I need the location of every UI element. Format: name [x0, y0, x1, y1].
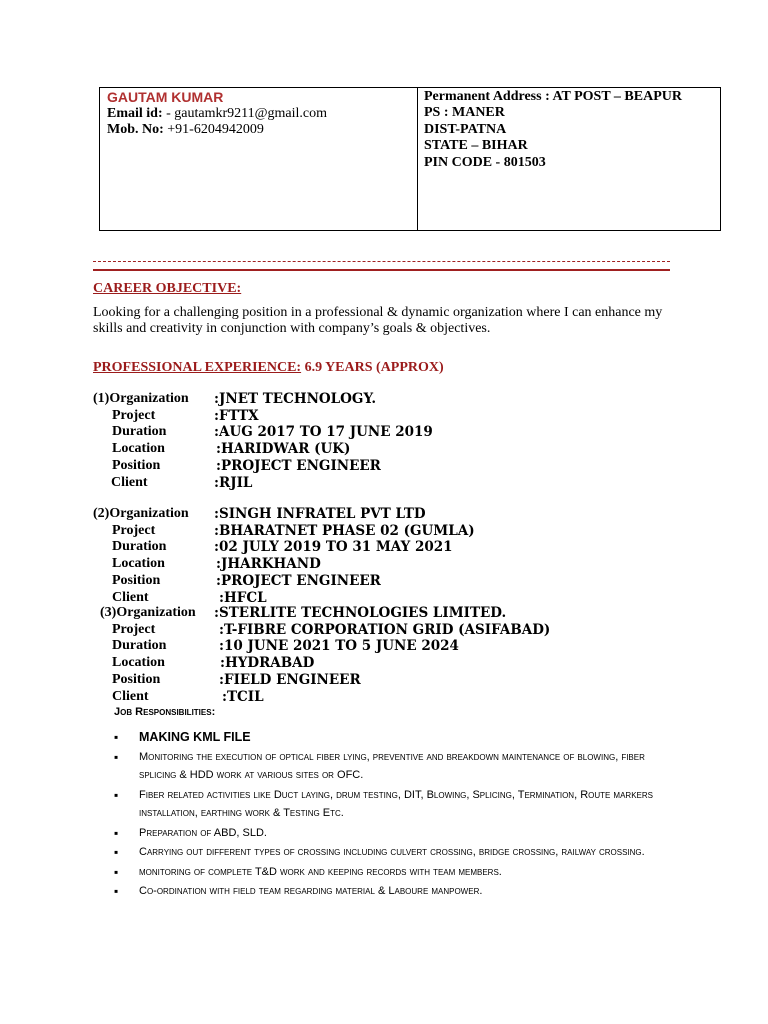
job-duration-label: Duration [112, 539, 167, 555]
job-position: :PROJECT ENGINEER [216, 572, 381, 589]
job-position-label: Position [112, 572, 161, 588]
job-location: :HYDRABAD [220, 655, 315, 672]
job-duration-label: Duration [112, 638, 167, 654]
job-location-label: Location [112, 556, 165, 572]
job-responsibilities-title: Job Responsibilities: [114, 706, 216, 718]
email-label: Email id: [107, 106, 163, 121]
job-org-label: (1)Organization [93, 391, 189, 406]
job-entry-1 [93, 391, 433, 491]
job-org-label: (3)Organization [100, 605, 196, 620]
job-project: :FTTX [214, 407, 259, 424]
job-org-label: (2)Organization [93, 506, 189, 521]
job-client: :TCIL [222, 688, 264, 705]
job-position: :FIELD ENGINEER [219, 671, 361, 688]
mobile-line [107, 122, 417, 138]
experience-title: PROFESSIONAL EXPERIENCE: 6.9 YEARS (APPROX) [93, 360, 444, 375]
list-item: ▪ Preparation of ABD, SLD. [114, 824, 684, 843]
job-location-label: Location [112, 441, 165, 457]
job-location-label: Location [112, 655, 165, 671]
job-client: :RJIL [214, 474, 253, 491]
job-organization: :JNET TECHNOLOGY. [214, 391, 377, 407]
experience-years: 6.9 YEARS (APPROX) [301, 360, 444, 375]
mobile-label: Mob. No: [107, 122, 164, 137]
job-duration: :02 JULY 2019 TO 31 MAY 2021 [214, 539, 453, 556]
address-line: DIST-PATNA [424, 121, 507, 137]
address-cell [418, 88, 720, 230]
job-duration-label: Duration [112, 424, 167, 440]
address-line: Permanent Address : AT POST – BEAPUR [424, 89, 682, 104]
career-objective-title: CAREER OBJECTIVE: [93, 281, 242, 296]
job-project-label: Project [112, 407, 156, 423]
job-organization: :STERLITE TECHNOLOGIES LIMITED. [214, 605, 507, 621]
job-client-label: Client [112, 589, 149, 605]
list-item: ▪ Monitoring the execution of optical fiber lying, preventive and breakdown maintenance of blowing, fiber splicing & HDD work at various sites or OFC. [114, 748, 684, 785]
job-project: :T-FIBRE CORPORATION GRID (ASIFABAD) [219, 621, 551, 638]
list-item: ▪ MAKING KML FILE [114, 728, 684, 747]
job-position: :PROJECT ENGINEER [216, 457, 381, 474]
job-project-label: Project [112, 522, 156, 538]
job-entry-3 [93, 605, 550, 705]
job-entry-2 [93, 506, 475, 606]
list-item: ▪ Co-ordination with field team regarding material & Laboure manpower. [114, 882, 684, 901]
job-client: :HFCL [219, 589, 267, 606]
email-value: - gautamkr9211@gmail.com [162, 106, 328, 121]
address-line: STATE – BIHAR [424, 138, 528, 154]
job-client-label: Client [112, 688, 149, 704]
mobile-value: +91-6204942009 [163, 122, 264, 137]
candidate-name: GAUTAM KUMAR [107, 89, 224, 105]
job-project: :BHARATNET PHASE 02 (GUMLA) [214, 522, 475, 539]
job-project-label: Project [112, 621, 156, 637]
job-location: :HARIDWAR (UK) [216, 441, 351, 458]
job-duration: :AUG 2017 TO 17 JUNE 2019 [214, 424, 433, 441]
contact-cell [100, 88, 418, 230]
section-divider [93, 261, 670, 271]
job-organization: :SINGH INFRATEL PVT LTD [214, 506, 426, 522]
career-objective-text: Looking for a challenging position in a professional & dynamic organization where I can enhance my skills and creativity in conjunction with company’s goals & objectives. [93, 305, 663, 336]
job-client-label: Client [111, 474, 148, 490]
header-table [99, 87, 721, 231]
list-item: ▪ Fiber related activities like Duct laying, drum testing, DIT, Blowing, Splicing, Termination, Route markers installation, earthing work & Testing Etc. [114, 786, 684, 823]
address-line: PS : MANER [424, 105, 505, 121]
job-position-label: Position [112, 457, 161, 473]
job-location: :JHARKHAND [216, 556, 321, 573]
list-item: ▪ Carrying out different types of crossing including culvert crossing, bridge crossing, railway crossing. [114, 843, 684, 862]
responsibilities-list [114, 728, 684, 902]
job-position-label: Position [112, 671, 161, 687]
email-line [107, 106, 417, 122]
address-line: PIN CODE - 801503 [424, 154, 546, 170]
list-item: ▪ monitoring of complete T&D work and keeping records with team members. [114, 863, 684, 882]
job-duration: :10 JUNE 2021 TO 5 JUNE 2024 [219, 638, 459, 655]
